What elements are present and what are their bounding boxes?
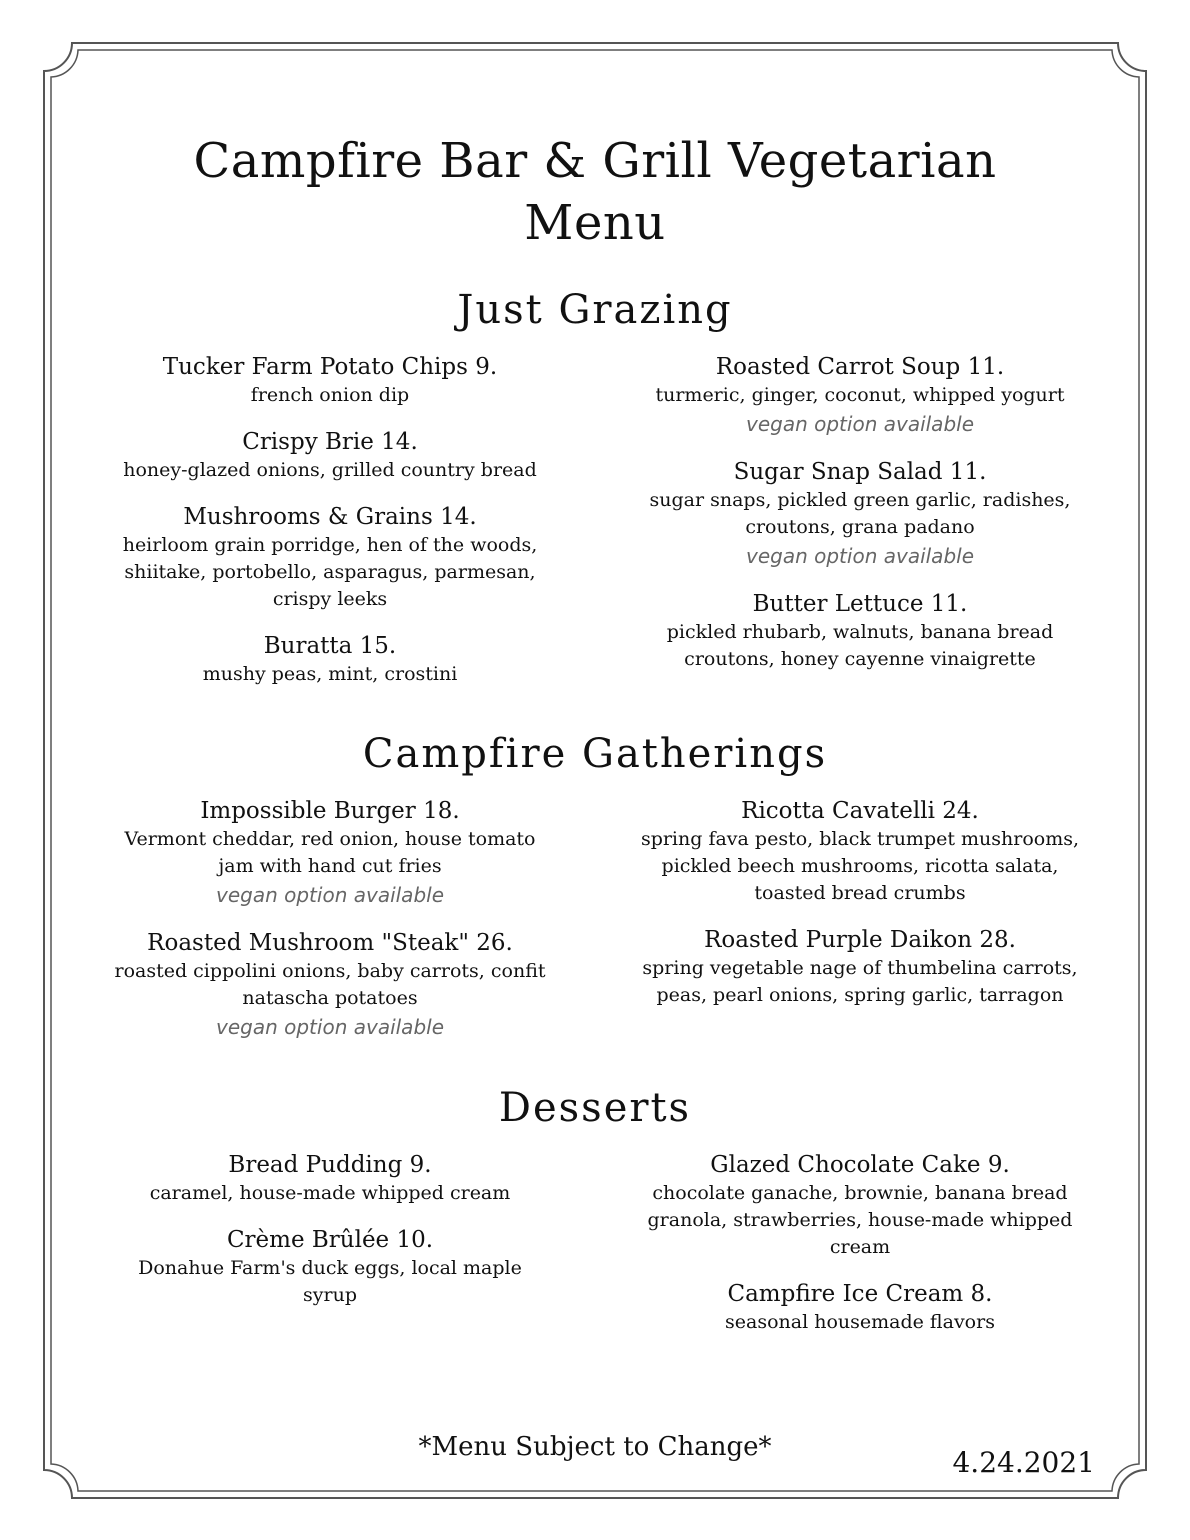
menu-page bbox=[110, 130, 1080, 1354]
section-columns bbox=[110, 352, 1080, 706]
menu-item bbox=[640, 1279, 1080, 1336]
menu-item-description: french onion dip bbox=[250, 384, 410, 406]
menu-section bbox=[110, 1082, 1080, 1354]
menu-item bbox=[110, 1150, 550, 1207]
menu-item-description: spring vegetable nage of thumbelina carrots, peas, pearl onions, spring garlic, tarragon bbox=[642, 957, 1078, 1006]
menu-item bbox=[640, 457, 1080, 571]
menu-item-name: Bread Pudding 9. bbox=[228, 1152, 432, 1178]
menu-column-right bbox=[640, 1150, 1080, 1354]
menu-item-description: Vermont cheddar, red onion, house tomato jam with hand cut fries bbox=[124, 828, 536, 877]
menu-item-description: mushy peas, mint, crostini bbox=[202, 663, 458, 685]
menu-item-description: chocolate ganache, brownie, banana bread granola, strawberries, house-made whipped cream bbox=[647, 1182, 1073, 1258]
menu-item bbox=[640, 1150, 1080, 1261]
menu-item-name: Glazed Chocolate Cake 9. bbox=[710, 1152, 1010, 1178]
menu-item-description: sugar snaps, pickled green garlic, radishes, croutons, grana padano bbox=[649, 489, 1071, 538]
menu-item bbox=[640, 589, 1080, 673]
section-title: Desserts bbox=[498, 1085, 692, 1131]
menu-item-description: spring fava pesto, black trumpet mushrooms, pickled beech mushrooms, ricotta salata, toasted bread crumbs bbox=[640, 828, 1080, 904]
menu-title-line2: Menu bbox=[524, 195, 666, 251]
menu-item bbox=[640, 352, 1080, 439]
menu-item-name: Buratta 15. bbox=[263, 633, 397, 659]
menu-item bbox=[110, 796, 550, 910]
menu-item bbox=[110, 928, 550, 1042]
menu-item bbox=[110, 1225, 550, 1309]
menu-item-description: roasted cippolini onions, baby carrots, confit natascha potatoes bbox=[114, 960, 546, 1009]
menu-section bbox=[110, 284, 1080, 706]
menu-item bbox=[110, 352, 550, 409]
menu-item-name: Crispy Brie 14. bbox=[242, 429, 418, 455]
menu-item-note: vegan option available bbox=[216, 883, 444, 907]
menu-item-description: pickled rhubarb, walnuts, banana bread croutons, honey cayenne vinaigrette bbox=[666, 621, 1054, 670]
menu-column-left bbox=[110, 1150, 550, 1354]
menu-item bbox=[110, 502, 550, 613]
menu-item bbox=[640, 796, 1080, 907]
menu-column-right bbox=[640, 352, 1080, 706]
menu-item-description: heirloom grain porridge, hen of the woods, shiitake, portobello, asparagus, parmesan, crispy leeks bbox=[122, 534, 538, 610]
menu-item-name: Tucker Farm Potato Chips 9. bbox=[162, 354, 498, 380]
menu-item-name: Impossible Burger 18. bbox=[200, 798, 460, 824]
menu-column-left bbox=[110, 796, 550, 1060]
menu-item-description: Donahue Farm's duck eggs, local maple syrup bbox=[138, 1257, 522, 1306]
menu-item-note: vegan option available bbox=[216, 1015, 444, 1039]
menu-item-description: honey-glazed onions, grilled country bread bbox=[123, 459, 537, 481]
menu-item-name: Ricotta Cavatelli 24. bbox=[741, 798, 979, 824]
section-columns bbox=[110, 1150, 1080, 1354]
menu-column-right bbox=[640, 796, 1080, 1060]
menu-item-name: Roasted Purple Daikon 28. bbox=[704, 927, 1016, 953]
menu-item-description: caramel, house-made whipped cream bbox=[149, 1182, 511, 1204]
menu-column-left bbox=[110, 352, 550, 706]
section-columns bbox=[110, 796, 1080, 1060]
menu-item bbox=[640, 925, 1080, 1009]
footer-date: 4.24.2021 bbox=[952, 1446, 1095, 1479]
menu-item-note: vegan option available bbox=[746, 412, 974, 436]
menu-item-name: Mushrooms & Grains 14. bbox=[183, 504, 477, 530]
menu-item bbox=[110, 427, 550, 484]
menu-item-note: vegan option available bbox=[746, 544, 974, 568]
section-title: Just Grazing bbox=[457, 287, 733, 333]
section-title: Campfire Gatherings bbox=[362, 731, 828, 777]
menu-item-name: Roasted Mushroom "Steak" 26. bbox=[147, 930, 513, 956]
footer-note: *Menu Subject to Change* bbox=[418, 1432, 772, 1462]
menu-sections bbox=[110, 284, 1080, 1354]
menu-item-description: seasonal housemade flavors bbox=[725, 1311, 995, 1333]
menu-item-name: Sugar Snap Salad 11. bbox=[733, 459, 987, 485]
menu-item bbox=[110, 631, 550, 688]
menu-item-name: Butter Lettuce 11. bbox=[752, 591, 968, 617]
menu-item-name: Roasted Carrot Soup 11. bbox=[715, 354, 1005, 380]
menu-item-name: Campfire Ice Cream 8. bbox=[727, 1281, 993, 1307]
menu-title bbox=[110, 130, 1080, 254]
menu-item-description: turmeric, ginger, coconut, whipped yogurt bbox=[655, 384, 1065, 406]
menu-item-name: Crème Brûlée 10. bbox=[226, 1227, 434, 1253]
menu-section bbox=[110, 728, 1080, 1060]
menu-title-line1: Campfire Bar & Grill Vegetarian bbox=[193, 133, 997, 189]
